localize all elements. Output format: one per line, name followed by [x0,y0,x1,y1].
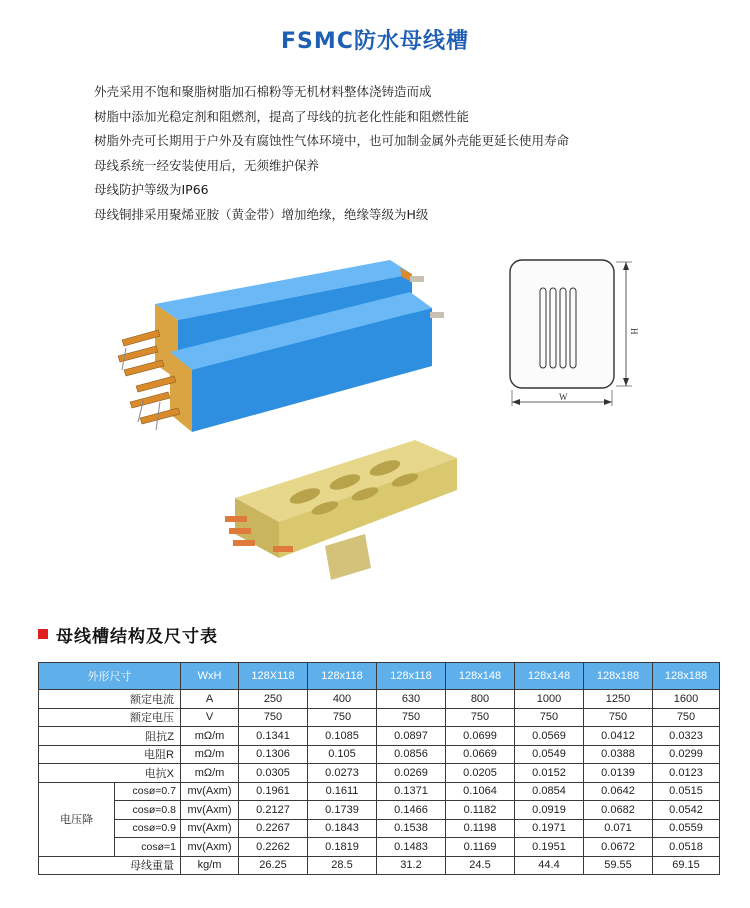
header-cell: 128x118 [308,663,377,690]
table-cell: 1000 [515,690,584,709]
table-cell: 24.5 [446,856,515,875]
busbar-section-photo [225,438,465,588]
table-cell: 750 [377,708,446,727]
table-cell: 0.0642 [584,782,653,801]
table-cell: 750 [653,708,720,727]
table-cell: 250 [239,690,308,709]
table-cell: 0.1611 [308,782,377,801]
table-row [39,727,720,746]
feature-item: 母线铜排采用聚烯亚胺（黄金带）增加绝缘，绝缘等级为H级 [94,206,429,222]
table-row [39,690,720,709]
table-cell: 0.0569 [515,727,584,746]
row-label: 电抗X [39,764,181,783]
row-unit: mΩ/m [181,727,239,746]
busbar-product-photo [60,252,450,452]
table-cell: 0.105 [308,745,377,764]
table-cell: 0.1483 [377,838,446,857]
row-label: 阻抗Z [39,727,181,746]
table-cell: 0.0412 [584,727,653,746]
table-cell: 0.1971 [515,819,584,838]
table-cell: 0.0205 [446,764,515,783]
table-cell: 0.0699 [446,727,515,746]
table-cell: 0.2127 [239,801,308,820]
table-cell: 0.2262 [239,838,308,857]
header-cell: 128x148 [515,663,584,690]
feature-list [94,80,569,228]
header-cell: 128x148 [446,663,515,690]
table-cell: 0.0856 [377,745,446,764]
table-cell: 0.1198 [446,819,515,838]
table-cell: 0.0152 [515,764,584,783]
table-cell: 0.0139 [584,764,653,783]
table-cell: 0.1466 [377,801,446,820]
table-row [39,782,720,801]
table-cell: 750 [446,708,515,727]
row-label: cosø=0.9 [115,819,181,838]
table-cell: 0.0854 [515,782,584,801]
row-unit: A [181,690,239,709]
header-cell: 128X118 [239,663,308,690]
table-cell: 0.0897 [377,727,446,746]
table-cell: 0.0388 [584,745,653,764]
row-unit: kg/m [181,856,239,875]
table-cell: 0.0669 [446,745,515,764]
header-cell: 128x188 [584,663,653,690]
header-cell: 128x118 [377,663,446,690]
table-cell: 0.1843 [308,819,377,838]
table-cell: 0.1739 [308,801,377,820]
w-dimension-label: W [559,392,568,402]
table-cell: 0.0542 [653,801,720,820]
row-label: cosø=0.7 [115,782,181,801]
table-cell: 1250 [584,690,653,709]
table-cell: 31.2 [377,856,446,875]
table-cell: 0.1371 [377,782,446,801]
row-label: cosø=1 [115,838,181,857]
row-label: cosø=0.8 [115,801,181,820]
header-label: 外形尺寸 [39,663,181,690]
table-cell: 630 [377,690,446,709]
spec-table [38,662,720,875]
table-cell: 0.0323 [653,727,720,746]
table-cell: 750 [239,708,308,727]
row-unit: mv(Axm) [181,819,239,838]
table-cell: 0.0299 [653,745,720,764]
voltage-drop-label: 电压降 [39,782,115,856]
row-label: 额定电流 [39,690,181,709]
feature-item: 母线系统一经安装使用后，无须维护保养 [94,157,320,173]
table-cell: 0.0682 [584,801,653,820]
table-row [39,856,720,875]
feature-item: 树脂中添加光稳定剂和阻燃剂，提高了母线的抗老化性能和阻燃性能 [94,108,470,124]
row-unit: mv(Axm) [181,782,239,801]
section-title: 母线槽结构及尺寸表 [56,626,218,647]
row-label: 母线重量 [39,856,181,875]
table-cell: 0.0549 [515,745,584,764]
table-cell: 800 [446,690,515,709]
table-row [39,801,720,820]
table-cell: 1600 [653,690,720,709]
feature-item: 母线防护等级为IP66 [94,182,209,198]
table-row [39,819,720,838]
row-unit: mv(Axm) [181,801,239,820]
row-unit: mΩ/m [181,764,239,783]
table-cell: 0.0273 [308,764,377,783]
row-unit: mΩ/m [181,745,239,764]
header-unit: WxH [181,663,239,690]
row-label: 额定电压 [39,708,181,727]
table-cell: 0.1064 [446,782,515,801]
feature-item: 树脂外壳可长期用于户外及有腐蚀性气体环境中，也可加制金属外壳能更延长使用寿命 [94,133,570,149]
page-title: FSMC防水母线槽 [281,29,469,54]
header-cell: 128x188 [653,663,720,690]
section-heading [38,622,218,646]
row-unit: V [181,708,239,727]
table-cell: 400 [308,690,377,709]
table-cell: 0.071 [584,819,653,838]
cross-section-drawing [500,250,640,410]
table-cell: 0.0559 [653,819,720,838]
table-cell: 750 [308,708,377,727]
table-cell: 28.5 [308,856,377,875]
table-cell: 0.2267 [239,819,308,838]
table-cell: 0.0269 [377,764,446,783]
table-cell: 0.0919 [515,801,584,820]
row-label: 电阻R [39,745,181,764]
table-cell: 0.0672 [584,838,653,857]
table-cell: 0.1341 [239,727,308,746]
row-unit: mv(Axm) [181,838,239,857]
table-cell: 44.4 [515,856,584,875]
table-cell: 69.15 [653,856,720,875]
table-cell: 0.1085 [308,727,377,746]
table-cell: 0.0123 [653,764,720,783]
table-header-row [39,663,720,690]
table-cell: 750 [515,708,584,727]
table-cell: 0.1538 [377,819,446,838]
table-cell: 59.55 [584,856,653,875]
table-row [39,764,720,783]
table-cell: 750 [584,708,653,727]
table-cell: 0.0305 [239,764,308,783]
table-cell: 0.1961 [239,782,308,801]
table-cell: 0.1182 [446,801,515,820]
table-cell: 26.25 [239,856,308,875]
section-marker [38,629,48,639]
table-cell: 0.0515 [653,782,720,801]
table-cell: 0.0518 [653,838,720,857]
table-row [39,708,720,727]
h-dimension-label: H [629,328,639,335]
table-cell: 0.1169 [446,838,515,857]
table-cell: 0.1306 [239,745,308,764]
table-cell: 0.1951 [515,838,584,857]
table-row [39,745,720,764]
table-cell: 0.1819 [308,838,377,857]
feature-item: 外壳采用不饱和聚脂树脂加石棉粉等无机材料整体浇铸造而成 [94,84,432,99]
table-row [39,838,720,857]
